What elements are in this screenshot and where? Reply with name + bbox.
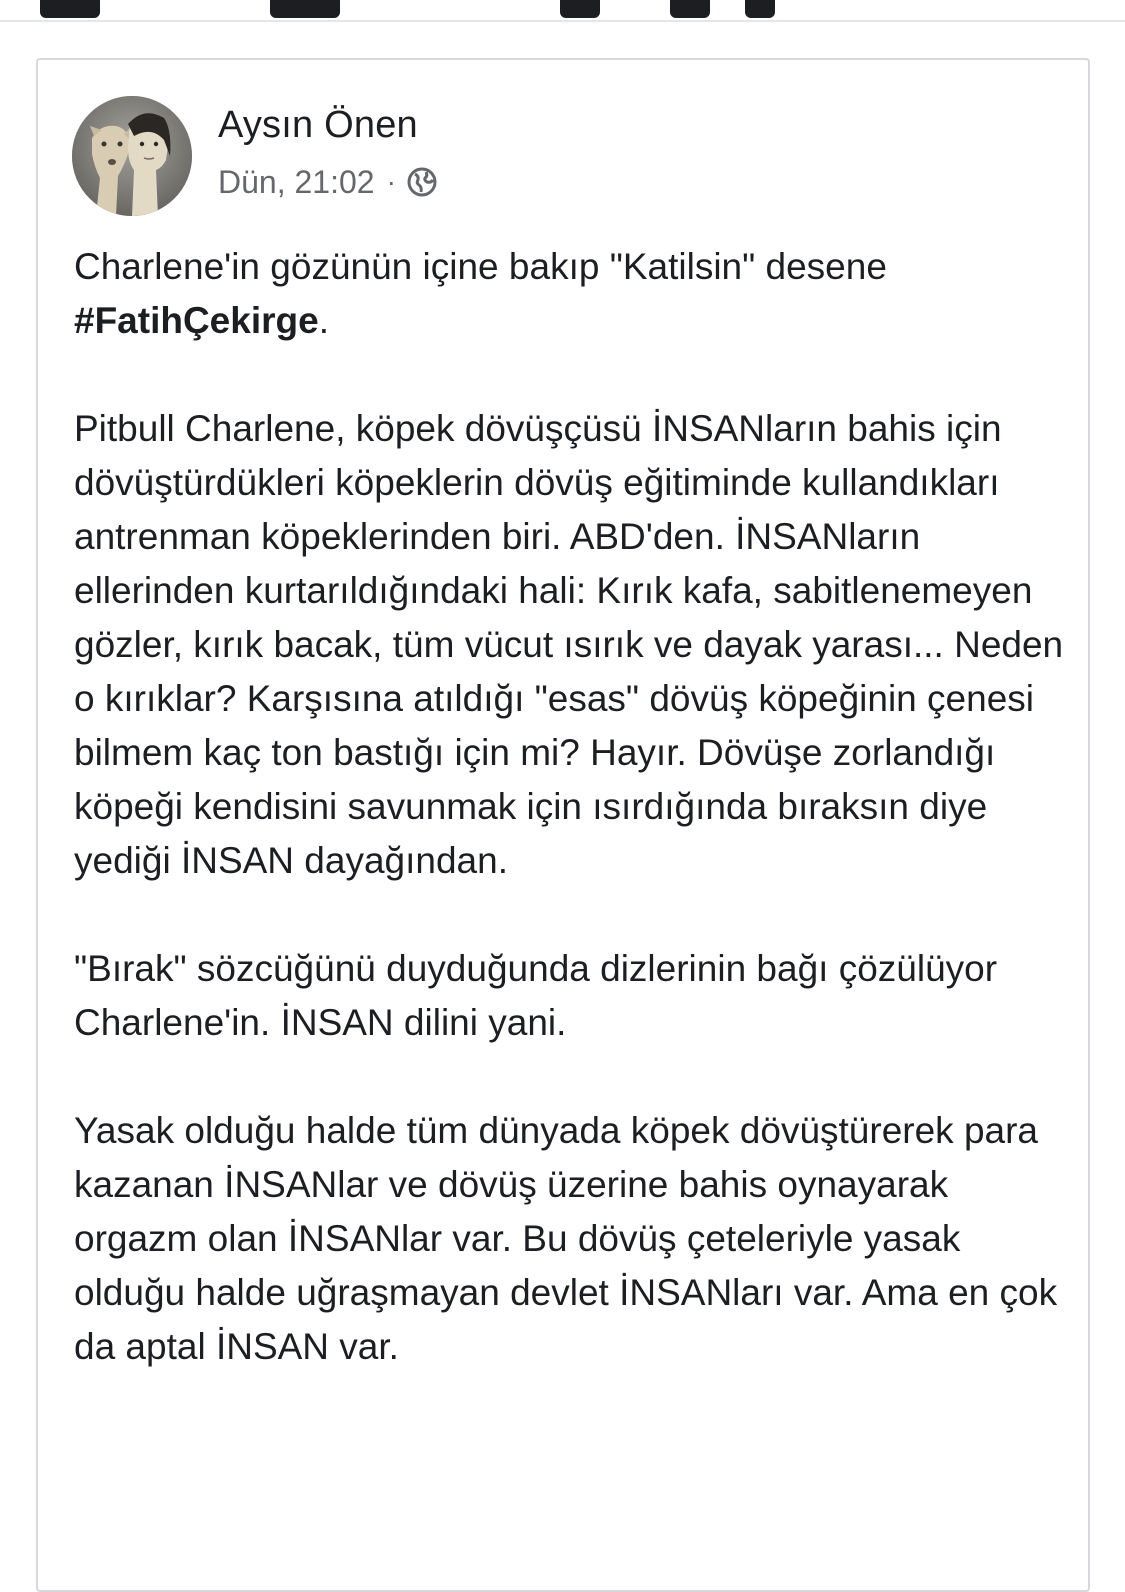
post-paragraph: Yasak olduğu halde tüm dünyada köpek dövüştürerek para kazanan İNSANlar ve dövüş üzerine bahis oynayarak orgazm olan İNSANlar var. Bu dövüş çeteleriyle yasak olduğu halde uğraşmayan devlet İNSANları var. Ama en çok da aptal İNSAN var. bbox=[74, 1110, 1058, 1367]
post-body bbox=[74, 240, 1074, 1428]
cropped-text-fragment bbox=[670, 0, 710, 18]
post-timestamp[interactable]: Dün, 21:02 bbox=[218, 163, 375, 200]
cropped-text-fragment bbox=[745, 0, 775, 18]
post-paragraph: "Bırak" sözcüğünü duyduğunda dizlerinin bağı çözülüyor Charlene'in. İNSAN dilini yani. bbox=[74, 948, 998, 1043]
author-name[interactable]: Aysın Önen bbox=[218, 104, 418, 146]
paragraph-punctuation: . bbox=[318, 300, 329, 341]
avatar-image bbox=[72, 96, 192, 216]
meta-separator: · bbox=[386, 166, 396, 197]
cropped-text-fragment bbox=[560, 0, 600, 18]
post-paragraph bbox=[74, 240, 1074, 348]
post-paragraph: Pitbull Charlene, köpek dövüşçüsü İNSANların bahis için dövüştürdükleri köpeklerin dövüş eğitiminde kullandıkları antrenman köpeklerinden biri. ABD'den. İNSANların ellerinden kurtarıldığındaki hali: Kırık kafa, sabitlenemeyen gözler, kırık bacak, tüm vücut ısırık ve dayak yarası... Neden o kırıklar? Karşısına atıldığı "esas" dövüş köpeğinin çenesi bilmem kaç ton bastığı için mi? Hayır. Dövüşe zorlandığı köpeği kendisini savunmak için ısırdığında bıraksın diye yediği İNSAN dayağından. bbox=[74, 408, 1064, 881]
cropped-text-fragment bbox=[270, 0, 340, 18]
post-card bbox=[36, 58, 1090, 1592]
hashtag-link[interactable]: #FatihÇekirge bbox=[74, 300, 319, 341]
paragraph-text: Charlene'in gözünün içine bakıp "Katilsin" desene bbox=[74, 246, 887, 287]
post-meta bbox=[218, 160, 438, 204]
cropped-text-fragment bbox=[40, 0, 100, 18]
previous-post-cutoff bbox=[0, 0, 1125, 22]
avatar[interactable] bbox=[72, 96, 192, 216]
globe-icon[interactable] bbox=[406, 166, 438, 198]
